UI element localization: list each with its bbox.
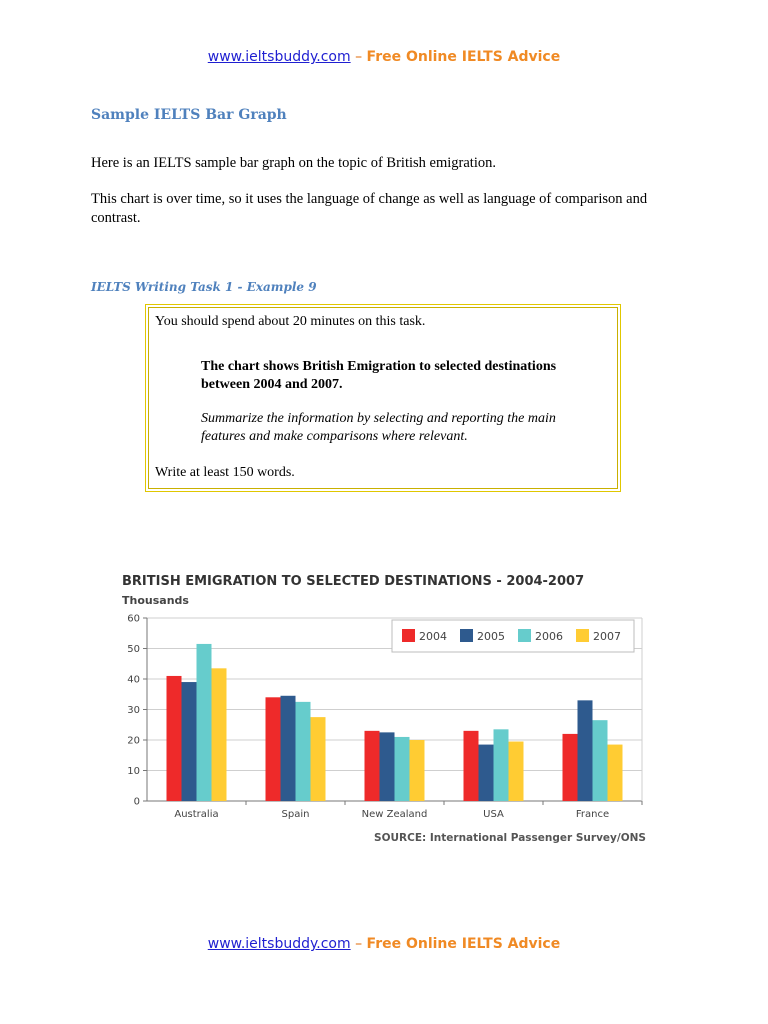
page-footer [0,936,768,952]
legend-label-2007: 2007 [593,630,621,643]
x-tick-label: Australia [174,809,219,820]
y-tick-label: 20 [127,735,140,747]
y-tick-label: 10 [127,766,140,777]
page-header [0,49,768,65]
y-tick-label: 40 [127,674,140,686]
bar-2006-new-zealand [395,737,410,801]
bar-2005-new-zealand [380,732,395,801]
x-tick-label: France [575,809,610,820]
legend-swatch-2006 [518,629,531,642]
legend-swatch-2007 [576,629,589,642]
bar-2007-usa [509,742,524,801]
y-tick-label: 0 [133,796,140,808]
bar-2005-spain [281,696,296,801]
header-dash: – [350,49,367,65]
bar-2005-australia [182,682,197,801]
description-paragraph: This chart is over time, so it uses the language of change as well as language of comparison and contrast. [91,191,648,226]
legend-label-2005: 2005 [477,630,505,643]
x-tick-label: USA [483,809,504,820]
legend-label-2004: 2004 [419,630,447,643]
header-tagline: Free Online IELTS Advice [366,49,561,65]
chart-svg [118,570,658,850]
x-tick-label: New Zealand [361,809,428,820]
task-word-count: Write at least 150 words. [155,465,295,480]
intro-paragraph: Here is an IELTS sample bar graph on the topic of British emigration. [91,155,496,171]
bar-2004-new-zealand [365,731,380,801]
bar-2004-australia [167,676,182,801]
bar-2006-australia [197,644,212,801]
bar-2006-france [593,720,608,801]
bar-2007-australia [212,668,227,801]
bar-2006-usa [494,729,509,801]
bar-2005-usa [479,745,494,801]
bar-2007-spain [311,717,326,801]
bar-2005-france [578,700,593,801]
bar-2004-france [563,734,578,801]
task-prompt: The chart shows British Emigration to selected destinations between 2004 and 2007. [201,359,557,392]
task-box [148,307,618,489]
example-title: IELTS Writing Task 1 - Example 9 [91,280,317,294]
bar-2004-usa [464,731,479,801]
legend-swatch-2005 [460,629,473,642]
chart-ylabel: Thousands [122,594,189,607]
task-time-note: You should spend about 20 minutes on this task. [155,314,426,329]
y-tick-label: 50 [127,644,140,655]
bar-2004-spain [266,697,281,801]
bar-2007-new-zealand [410,740,425,801]
bar-2007-france [608,745,623,801]
section-title: Sample IELTS Bar Graph [91,107,287,123]
legend-swatch-2004 [402,629,415,642]
x-tick-label: Spain [281,809,310,820]
chart-source: SOURCE: International Passenger Survey/ONS [374,832,646,844]
footer-tagline: Free Online IELTS Advice [366,936,561,952]
footer-dash: – [350,936,367,952]
y-tick-label: 30 [127,705,140,716]
footer-site-link[interactable]: www.ieltsbuddy.com [207,936,351,952]
chart-title: BRITISH EMIGRATION TO SELECTED DESTINATIONS - 2004-2007 [122,574,585,589]
header-site-link[interactable]: www.ieltsbuddy.com [207,49,351,65]
task-instruction: Summarize the information by selecting and reporting the main features and make comparisons where relevant. [201,411,556,444]
y-tick-label: 60 [127,613,140,625]
emigration-chart [118,570,658,850]
bar-2006-spain [296,702,311,801]
legend-label-2006: 2006 [535,630,563,643]
